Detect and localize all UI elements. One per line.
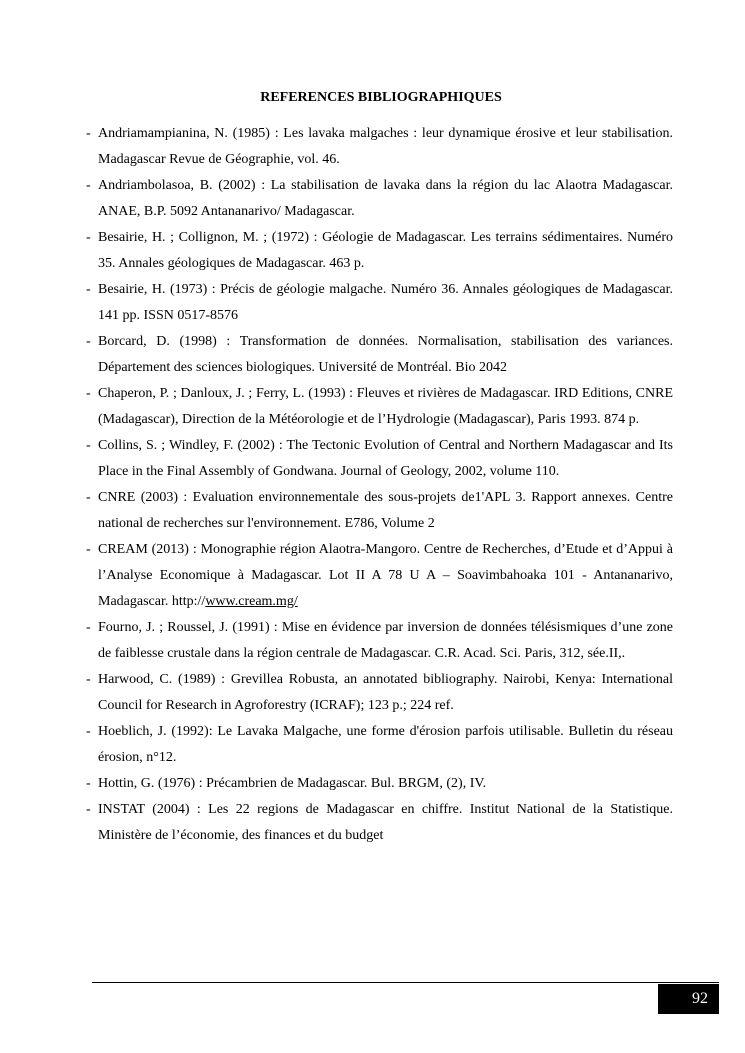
reference-item <box>86 277 673 329</box>
reference-list <box>86 121 673 849</box>
reference-text: Hottin, G. (1976) : Précambrien de Madagascar. Bul. BRGM, (2), IV. <box>98 776 487 791</box>
reference-text: Andriambolasoa, B. (2002) : La stabilisation de lavaka dans la région du lac Alaotra Madagascar. ANAE, B.P. 5092 Antananarivo/ Madagascar. <box>98 178 673 219</box>
bullet-dash: - <box>86 438 91 453</box>
bullet-dash: - <box>86 178 91 193</box>
reference-item <box>86 225 673 277</box>
reference-text: Harwood, C. (1989) : Grevillea Robusta, an annotated bibliography. Nairobi, Kenya: International Council for Research in Agroforestry (ICRAF); 123 p.; 224 ref. <box>98 672 673 713</box>
bullet-dash: - <box>86 542 91 557</box>
reference-item <box>86 797 673 849</box>
reference-item <box>86 537 673 615</box>
reference-item <box>86 381 673 433</box>
page-number: 92 <box>692 990 708 1007</box>
bullet-dash: - <box>86 490 91 505</box>
reference-text: CNRE (2003) : Evaluation environnementale des sous-projets de1'APL 3. Rapport annexes. Centre national de recherches sur l'environnement. E786, Volume 2 <box>98 490 673 531</box>
bullet-dash: - <box>86 282 91 297</box>
bullet-dash: - <box>86 126 91 141</box>
reference-item <box>86 615 673 667</box>
bullet-dash: - <box>86 724 91 739</box>
bullet-dash: - <box>86 672 91 687</box>
reference-item <box>86 433 673 485</box>
reference-text: Andriamampianina, N. (1985) : Les lavaka malgaches : leur dynamique érosive et leur stabilisation. Madagascar Revue de Géographie, vol. 46. <box>98 126 673 167</box>
reference-item <box>86 719 673 771</box>
bullet-dash: - <box>86 620 91 635</box>
reference-text: Collins, S. ; Windley, F. (2002) : The Tectonic Evolution of Central and Northern Madagascar and Its Place in the Final Assembly of Gondwana. Journal of Geology, 2002, volume 110. <box>98 438 673 479</box>
reference-item <box>86 667 673 719</box>
reference-item <box>86 485 673 537</box>
reference-text: INSTAT (2004) : Les 22 regions de Madagascar en chiffre. Institut National de la Statistique. Ministère de l’économie, des finances et du budget <box>98 802 673 843</box>
reference-item <box>86 121 673 173</box>
footer-rule <box>92 982 719 983</box>
reference-text: Chaperon, P. ; Danloux, J. ; Ferry, L. (1993) : Fleuves et rivières de Madagascar. IRD Editions, CNRE (Madagascar), Direction de la Météorologie et de l’Hydrologie (Madagascar), Paris 1993. 874 p. <box>98 386 673 427</box>
bullet-dash: - <box>86 334 91 349</box>
page-number-box <box>658 984 719 1014</box>
reference-text: Borcard, D. (1998) : Transformation de données. Normalisation, stabilisation des variances. Département des sciences biologiques. Université de Montréal. Bio 2042 <box>98 334 673 375</box>
bullet-dash: - <box>86 802 91 817</box>
reference-text: Hoeblich, J. (1992): Le Lavaka Malgache, une forme d'érosion parfois utilisable. Bulletin du réseau érosion, n°12. <box>98 724 673 765</box>
reference-link[interactable]: www.cream.mg/ <box>205 594 298 609</box>
reference-item <box>86 329 673 381</box>
reference-text: Besairie, H. (1973) : Précis de géologie malgache. Numéro 36. Annales géologiques de Madagascar. 141 pp. ISSN 0517-8576 <box>98 282 673 323</box>
bullet-dash: - <box>86 230 91 245</box>
reference-text: Besairie, H. ; Collignon, M. ; (1972) : Géologie de Madagascar. Les terrains sédimentaires. Numéro 35. Annales géologiques de Madagascar. 463 p. <box>98 230 673 271</box>
reference-item <box>86 771 673 797</box>
bullet-dash: - <box>86 386 91 401</box>
reference-text: CREAM (2013) : Monographie région Alaotra-Mangoro. Centre de Recherches, d’Etude et d’Appui à l’Analyse Economique à Madagascar. Lot II A 78 U A – Soavimbahoaka 101 - Antananarivo, Madagascar. http:// <box>98 542 673 609</box>
page-title: REFERENCES BIBLIOGRAPHIQUES <box>260 90 502 105</box>
reference-item <box>86 173 673 225</box>
bullet-dash: - <box>86 776 91 791</box>
reference-text: Fourno, J. ; Roussel, J. (1991) : Mise en évidence par inversion de données télésismiques d’une zone de faiblesse crustale dans la région centrale de Madagascar. C.R. Acad. Sci. Paris, 312, sée.II,. <box>98 620 673 661</box>
